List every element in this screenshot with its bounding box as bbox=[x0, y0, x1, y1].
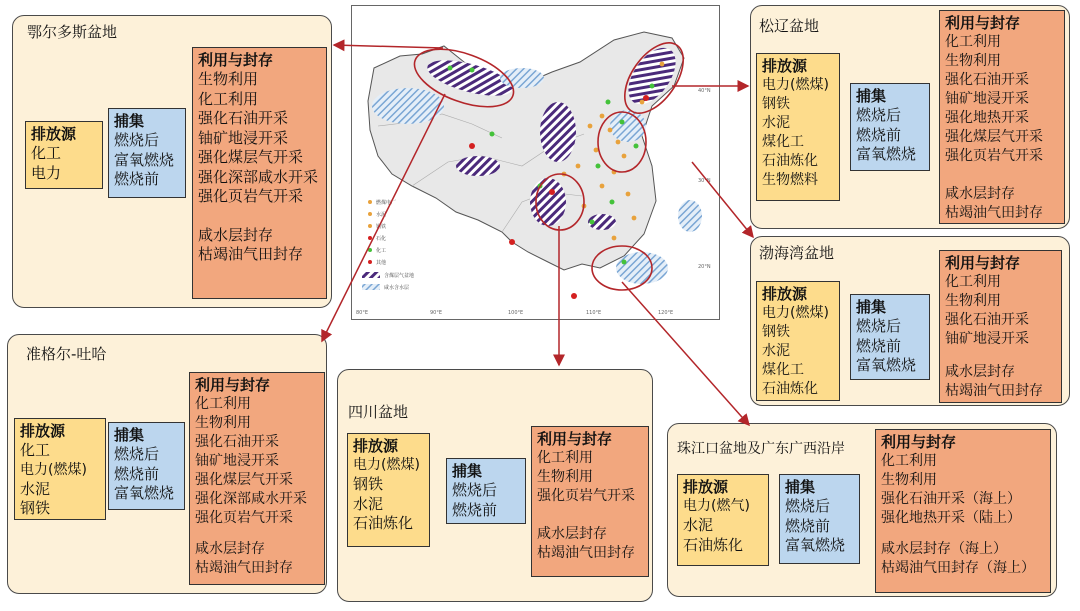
panel-title: 四川盆地 bbox=[348, 403, 409, 421]
saline-aquifer-hatch bbox=[372, 88, 444, 124]
emission-source-item: 水泥 bbox=[353, 494, 384, 513]
emission-source-item: 钢铁 bbox=[762, 324, 790, 340]
lon-label: 110°E bbox=[586, 310, 602, 316]
legend-label: 其他 bbox=[376, 260, 387, 266]
utilization-item: 铀矿地浸开采 bbox=[945, 91, 1029, 107]
saline-aquifer-hatch bbox=[616, 252, 668, 284]
emission-source-item: 石油炼化 bbox=[762, 153, 818, 169]
capture-item: 燃烧后 bbox=[856, 317, 902, 335]
utilization-storage-title: 利用与封存 bbox=[945, 14, 1021, 32]
capture-item: 燃烧前 bbox=[114, 170, 160, 188]
panel-title: 渤海湾盆地 bbox=[759, 244, 835, 262]
legend-label: 含煤层气盆地 bbox=[384, 273, 415, 279]
saline-aquifer-hatch bbox=[610, 110, 646, 142]
emission-source-item: 电力(燃煤) bbox=[20, 461, 87, 478]
emission-source-item: 石油炼化 bbox=[762, 381, 818, 397]
capture-box bbox=[850, 83, 930, 171]
emission-source-item: 化工 bbox=[20, 441, 51, 459]
panel-bohai-bay bbox=[750, 236, 1070, 406]
emission-source-title: 排放源 bbox=[31, 125, 77, 143]
capture-box bbox=[108, 108, 186, 198]
utilization-item: 生物利用 bbox=[198, 70, 259, 88]
capture-item: 富氧燃烧 bbox=[785, 536, 846, 554]
utilization-item: 强化石油开采 bbox=[198, 109, 289, 127]
utilization-item: 强化煤层气开采 bbox=[945, 129, 1043, 145]
utilization-storage-title: 利用与封存 bbox=[537, 430, 613, 448]
emission-source-item: 电力(燃煤) bbox=[762, 305, 829, 321]
storage-item: 枯竭油气田封存（海上） bbox=[881, 560, 1035, 576]
emission-source-item: 石油炼化 bbox=[683, 535, 744, 554]
emission-source-box bbox=[347, 433, 430, 547]
emission-source-item: 电力 bbox=[31, 163, 62, 182]
capture-item: 燃烧后 bbox=[785, 497, 831, 515]
utilization-item: 生物利用 bbox=[537, 469, 593, 485]
capture-title: 捕集 bbox=[114, 426, 145, 444]
capture-box bbox=[850, 294, 930, 380]
utilization-item: 化工利用 bbox=[198, 89, 259, 108]
storage-item: 咸水层封存 bbox=[945, 186, 1015, 202]
panel-ordos bbox=[12, 15, 332, 308]
panel-songliao bbox=[750, 5, 1070, 229]
utilization-item: 强化页岩气开采 bbox=[195, 510, 293, 526]
capture-item: 富氧燃烧 bbox=[856, 145, 917, 163]
china-emission-map bbox=[351, 5, 720, 320]
utilization-item: 强化石油开采 bbox=[945, 72, 1029, 88]
emission-source-item: 水泥 bbox=[683, 516, 714, 534]
capture-box bbox=[446, 458, 526, 524]
emission-source-title: 排放源 bbox=[353, 437, 399, 455]
emission-source-box bbox=[677, 474, 769, 566]
utilization-storage-box bbox=[939, 10, 1065, 224]
emission-source-item: 电力(燃煤) bbox=[353, 457, 420, 473]
emission-source-box bbox=[756, 53, 840, 201]
utilization-storage-title: 利用与封存 bbox=[195, 376, 271, 394]
utilization-item: 强化地热开采（陆上） bbox=[881, 510, 1021, 526]
utilization-item: 强化页岩气开采 bbox=[945, 148, 1043, 164]
capture-item: 燃烧前 bbox=[114, 464, 160, 483]
utilization-item: 生物利用 bbox=[945, 53, 1001, 69]
emission-source-item: 煤化工 bbox=[762, 134, 804, 150]
lon-label: 100°E bbox=[508, 310, 524, 316]
utilization-storage-box bbox=[531, 426, 649, 577]
legend-label: 化工 bbox=[376, 248, 387, 254]
storage-item: 枯竭油气田封存 bbox=[945, 383, 1043, 399]
storage-item: 咸水层封存（海上） bbox=[881, 541, 1007, 557]
emission-source-item: 钢铁 bbox=[353, 475, 384, 493]
panel-title: 准格尔-吐哈 bbox=[26, 345, 107, 363]
utilization-storage-title: 利用与封存 bbox=[881, 433, 957, 451]
emission-source-item: 电力(燃气) bbox=[683, 498, 750, 514]
emission-source-item: 煤化工 bbox=[762, 362, 804, 378]
emission-source-item: 水泥 bbox=[762, 115, 790, 131]
storage-item: 咸水层封存 bbox=[537, 526, 607, 542]
utilization-item: 铀矿地浸开采 bbox=[945, 331, 1029, 347]
capture-item: 燃烧前 bbox=[785, 516, 831, 535]
emission-source-item: 水泥 bbox=[762, 343, 790, 359]
emission-source-title: 排放源 bbox=[762, 285, 808, 303]
capture-title: 捕集 bbox=[856, 87, 887, 105]
capture-title: 捕集 bbox=[114, 112, 145, 130]
storage-item: 枯竭油气田封存 bbox=[195, 560, 293, 576]
utilization-item: 强化煤层气开采 bbox=[198, 148, 304, 166]
utilization-storage-box bbox=[939, 250, 1062, 403]
emission-source-box bbox=[756, 281, 840, 401]
capture-box bbox=[108, 422, 185, 510]
utilization-item: 化工利用 bbox=[195, 396, 251, 412]
capture-item: 富氧燃烧 bbox=[856, 356, 917, 374]
capture-item: 燃烧前 bbox=[856, 336, 902, 355]
storage-item: 咸水层封存 bbox=[945, 364, 1015, 380]
utilization-item: 化工利用 bbox=[881, 453, 937, 469]
lon-label: 120°E bbox=[658, 310, 674, 316]
lat-label: 30°N bbox=[698, 178, 711, 184]
utilization-item: 生物利用 bbox=[945, 293, 1001, 309]
utilization-item: 强化煤层气开采 bbox=[195, 472, 293, 488]
emission-source-item: 电力(燃煤) bbox=[762, 77, 829, 93]
capture-title: 捕集 bbox=[785, 478, 816, 496]
utilization-item: 铀矿地浸开采 bbox=[195, 453, 279, 469]
utilization-item: 强化页岩气开采 bbox=[198, 187, 304, 205]
capture-title: 捕集 bbox=[452, 462, 483, 480]
lat-label: 20°N bbox=[698, 264, 711, 270]
legend-label: 燃煤电厂 bbox=[376, 200, 397, 206]
emission-source-box bbox=[25, 121, 103, 189]
utilization-item: 铀矿地浸开采 bbox=[198, 128, 289, 147]
utilization-item: 生物利用 bbox=[881, 472, 937, 488]
utilization-item: 强化石油开采（海上） bbox=[881, 491, 1021, 507]
coalbed-basin-hatch bbox=[540, 102, 576, 162]
capture-item: 燃烧前 bbox=[452, 500, 498, 519]
capture-item: 燃烧后 bbox=[452, 481, 498, 499]
panel-title: 珠江口盆地及广东广西沿岸 bbox=[677, 441, 845, 457]
lon-label: 90°E bbox=[430, 310, 443, 316]
capture-title: 捕集 bbox=[856, 298, 887, 316]
utilization-item: 化工利用 bbox=[945, 274, 1001, 290]
panel-sichuan bbox=[337, 369, 653, 602]
map-legend bbox=[362, 199, 414, 291]
coalbed-basin-hatch bbox=[456, 156, 500, 176]
panel-title: 松辽盆地 bbox=[759, 17, 820, 35]
utilization-item: 强化石油开采 bbox=[195, 434, 279, 450]
utilization-item: 强化页岩气开采 bbox=[537, 488, 635, 504]
emission-source-title: 排放源 bbox=[683, 478, 729, 496]
lon-label: 80°E bbox=[356, 310, 369, 316]
panel-junggar-turpan bbox=[7, 334, 327, 594]
emission-source-item: 化工 bbox=[31, 144, 62, 162]
emission-source-box bbox=[14, 418, 106, 520]
emission-source-item: 生物燃料 bbox=[762, 172, 818, 188]
utilization-item: 强化深部咸水开采 bbox=[198, 167, 319, 186]
legend-label: 水泥 bbox=[376, 212, 387, 218]
utilization-item: 强化石油开采 bbox=[945, 312, 1029, 328]
emission-source-item: 石油炼化 bbox=[353, 514, 414, 532]
capture-item: 燃烧后 bbox=[856, 106, 902, 124]
utilization-item: 化工利用 bbox=[945, 34, 1001, 50]
storage-item: 咸水层封存 bbox=[198, 225, 274, 244]
panel-title: 鄂尔多斯盆地 bbox=[27, 23, 118, 41]
emission-source-item: 钢铁 bbox=[762, 96, 790, 112]
emission-source-item: 水泥 bbox=[20, 479, 51, 498]
storage-item: 枯竭油气田封存 bbox=[537, 545, 635, 561]
capture-item: 富氧燃烧 bbox=[114, 484, 175, 502]
emission-source-title: 排放源 bbox=[20, 422, 66, 440]
utilization-item: 化工利用 bbox=[537, 450, 593, 466]
emission-source-title: 排放源 bbox=[762, 57, 808, 75]
lat-label: 40°N bbox=[698, 88, 711, 94]
map-canvas bbox=[352, 6, 719, 319]
storage-item: 咸水层封存 bbox=[195, 541, 265, 557]
utilization-storage-title: 利用与封存 bbox=[198, 51, 274, 69]
saline-aquifer-hatch bbox=[678, 200, 702, 232]
utilization-item: 生物利用 bbox=[195, 415, 251, 431]
capture-item: 燃烧后 bbox=[114, 131, 160, 149]
utilization-storage-box bbox=[189, 372, 325, 585]
legend-label: 石化 bbox=[376, 236, 387, 242]
utilization-storage-box bbox=[875, 429, 1051, 593]
capture-item: 燃烧前 bbox=[856, 125, 902, 144]
capture-box bbox=[779, 474, 860, 564]
emission-source-item: 钢铁 bbox=[20, 499, 51, 517]
utilization-storage-title: 利用与封存 bbox=[945, 254, 1021, 272]
capture-item: 富氧燃烧 bbox=[114, 150, 175, 169]
panel-pearl-river bbox=[667, 423, 1057, 597]
utilization-item: 强化地热开采 bbox=[945, 110, 1029, 126]
legend-label: 咸水含水层 bbox=[384, 285, 410, 291]
utilization-storage-box bbox=[192, 47, 327, 299]
legend-label: 钢铁 bbox=[376, 224, 387, 230]
storage-item: 枯竭油气田封存 bbox=[198, 245, 304, 263]
storage-item: 枯竭油气田封存 bbox=[945, 205, 1043, 221]
utilization-item: 强化深部咸水开采 bbox=[195, 491, 307, 507]
capture-item: 燃烧后 bbox=[114, 445, 160, 463]
